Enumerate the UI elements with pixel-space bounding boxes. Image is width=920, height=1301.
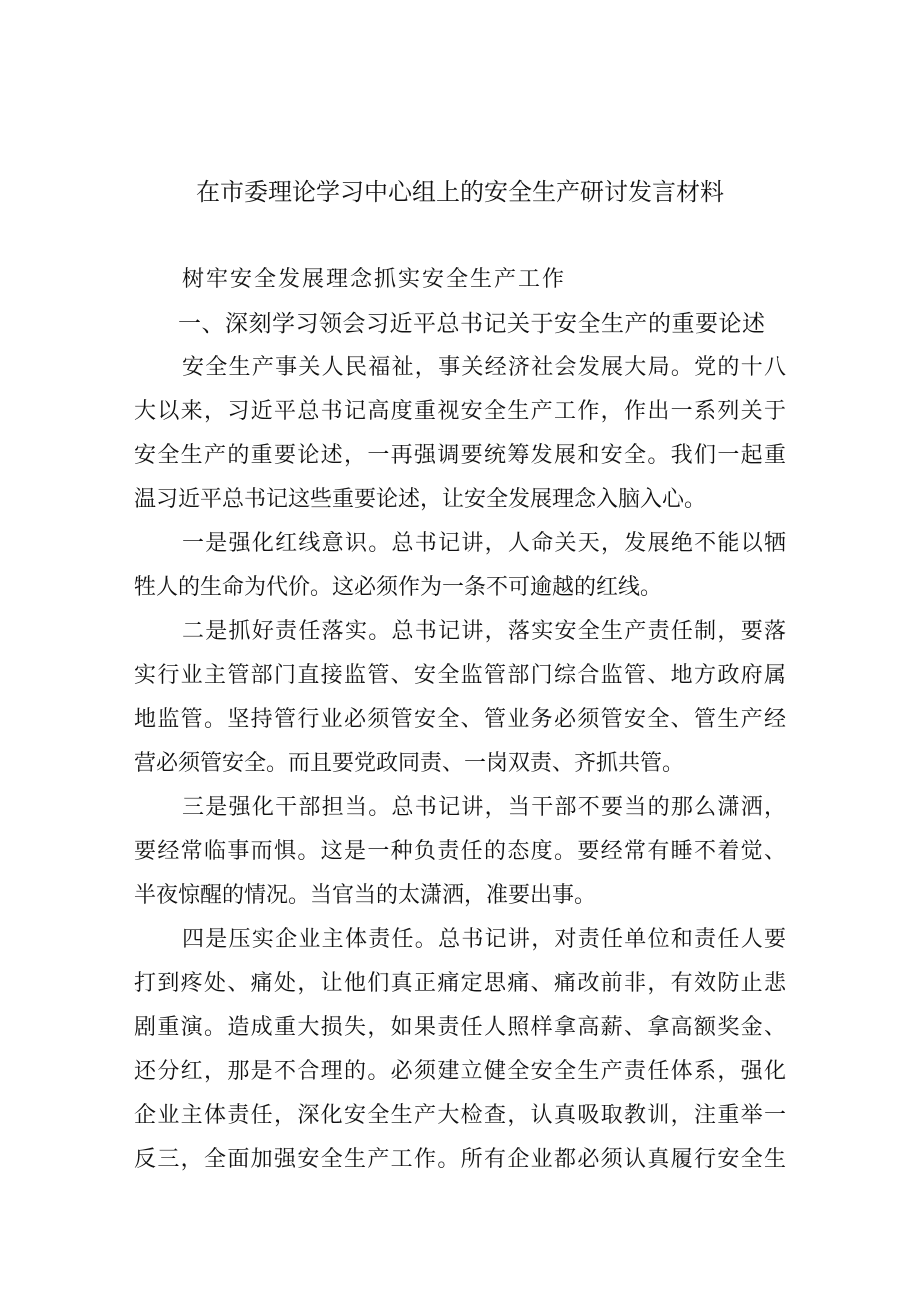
paragraph-line: 地监管。坚持管行业必须管安全、管业务必须管安全、管生产经 [134,707,786,732]
paragraph-line: 安全生产事关人民福祉，事关经济社会发展大局。党的十八 [182,355,786,380]
paragraph-line: 营必须管安全。而且要党政同责、一岗双责、齐抓共管。 [134,751,685,776]
document-body [134,258,786,1182]
paragraph-line: 打到疼处、痛处，让他们真正痛定思痛、痛改前非，有效防止悲 [134,971,786,996]
paragraph-line: 要经常临事而惧。这是一种负责任的态度。要经常有睡不着觉、 [134,839,786,864]
paragraph [134,786,786,918]
paragraph-line: 二是抓好责任落实。总书记讲，落实安全生产责任制，要落 [182,619,786,644]
paragraph [134,918,786,1182]
paragraph-line: 剧重演。造成重大损失，如果责任人照样拿高薪、拿高额奖金、 [134,1015,786,1040]
paragraph [134,610,786,786]
paragraph-line: 企业主体责任，深化安全生产大检查，认真吸取教训，注重举一 [134,1103,786,1128]
paragraph-line: 实行业主管部门直接监管、安全监管部门综合监管、地方政府属 [134,663,786,688]
section-heading: 一、深刻学习领会习近平总书记关于安全生产的重要论述 [178,311,766,337]
document-title: 在市委理论学习中心组上的安全生产研讨发言材料 [196,178,724,206]
document-subtitle: 树牢安全发展理念抓实安全生产工作 [182,267,567,292]
paragraph-line: 还分红，那是不合理的。必须建立健全安全生产责任体系，强化 [134,1059,786,1084]
paragraph-line: 四是压实企业主体责任。总书记讲，对责任单位和责任人要 [182,927,786,952]
paragraph-line: 大以来，习近平总书记高度重视安全生产工作，作出一系列关于 [134,399,786,424]
paragraph-line: 温习近平总书记这些重要论述，让安全发展理念入脑入心。 [134,487,707,512]
paragraph [134,346,786,522]
paragraph-line: 反三，全面加强安全生产工作。所有企业都必须认真履行安全生 [134,1147,786,1172]
paragraph-line: 三是强化干部担当。总书记讲，当干部不要当的那么潇洒， [182,795,786,820]
paragraph-line: 安全生产的重要论述，一再强调要统筹发展和安全。我们一起重 [134,443,786,468]
paragraph-line: 一是强化红线意识。总书记讲，人命关天，发展绝不能以牺 [182,531,786,556]
paragraph-line: 半夜惊醒的情况。当官当的太潇洒，准要出事。 [134,883,597,908]
paragraph-line: 牲人的生命为代价。这必须作为一条不可逾越的红线。 [134,575,663,600]
paragraph [134,522,786,610]
